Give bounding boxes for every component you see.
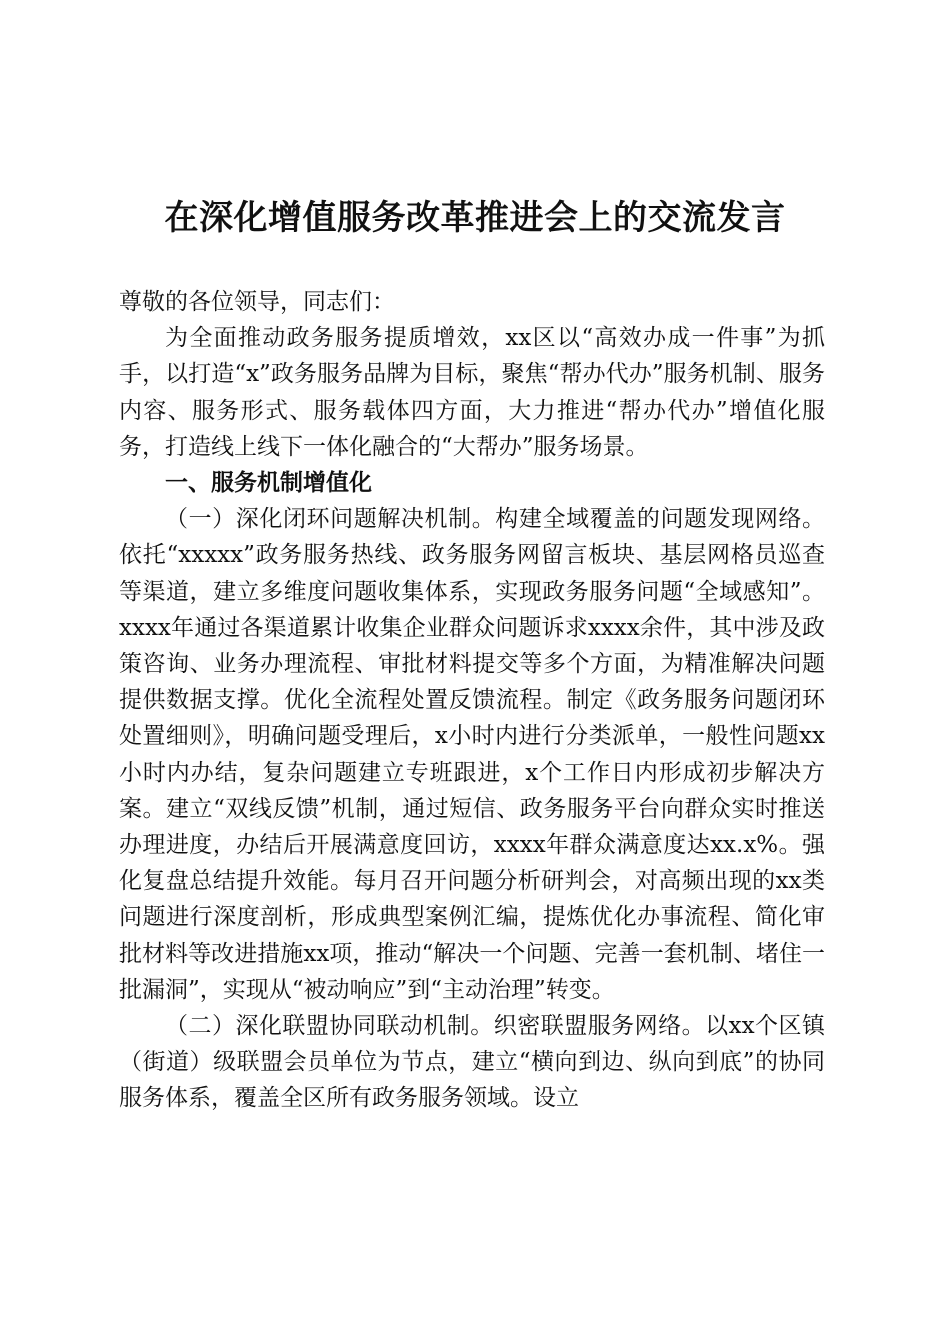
salutation: 尊敬的各位领导，同志们：	[119, 289, 395, 315]
document-title: 在深化增值服务改革推进会上的交流发言	[164, 198, 786, 238]
document-body	[119, 284, 825, 1117]
body-paragraph: （一）深化闭环问题解决机制。构建全域覆盖的问题发现网络。依托“xxxxx”政务服务热线、政务服务网留言板块、基层网格员巡查等渠道，建立多维度问题收集体系，实现政务服务问题“全域感知”。xxxx年通过各渠道累计收集企业群众问题诉求xxxx余件，其中涉及政策咨询、业务办理流程、审批材料提交等多个方面，为精准解决问题提供数据支撑。优化全流程处置反馈流程。制定《政务服务问题闭环处置细则》，明确问题受理后，x小时内进行分类派单，一般性问题xx小时内办结，复杂问题建立专班跟进，x个工作日内形成初步解决方案。建立“双线反馈”机制，通过短信、政务服务平台向群众实时推送办理进度，办结后开展满意度回访，xxxx年群众满意度达xx.x%。强化复盘总结提升效能。每月召开问题分析研判会，对高频出现的xx类问题进行深度剖析，形成典型案例汇编，提炼优化办事流程、简化审批材料等改进措施xx项，推动“解决一个问题、完善一套机制、堵住一批漏洞”，实现从“被动响应”到“主动治理”转变。	[119, 506, 825, 1003]
intro-paragraph: 为全面推动政务服务提质增效，xx区以“高效办成一件事”为抓手，以打造“x”政务服务品牌为目标，聚焦“帮办代办”服务机制、服务内容、服务形式、服务载体四方面，大力推进“帮办代办”增值化服务，打造线上线下一体化融合的“大帮办”服务场景。	[119, 325, 825, 460]
section-heading: 一、服务机制增值化	[165, 469, 372, 497]
body-paragraph: （二）深化联盟协同联动机制。织密联盟服务网络。以xx个区镇（街道）级联盟会员单位为节点，建立“横向到边、纵向到底”的协同服务体系，覆盖全区所有政务服务领域。设立	[119, 1013, 825, 1112]
